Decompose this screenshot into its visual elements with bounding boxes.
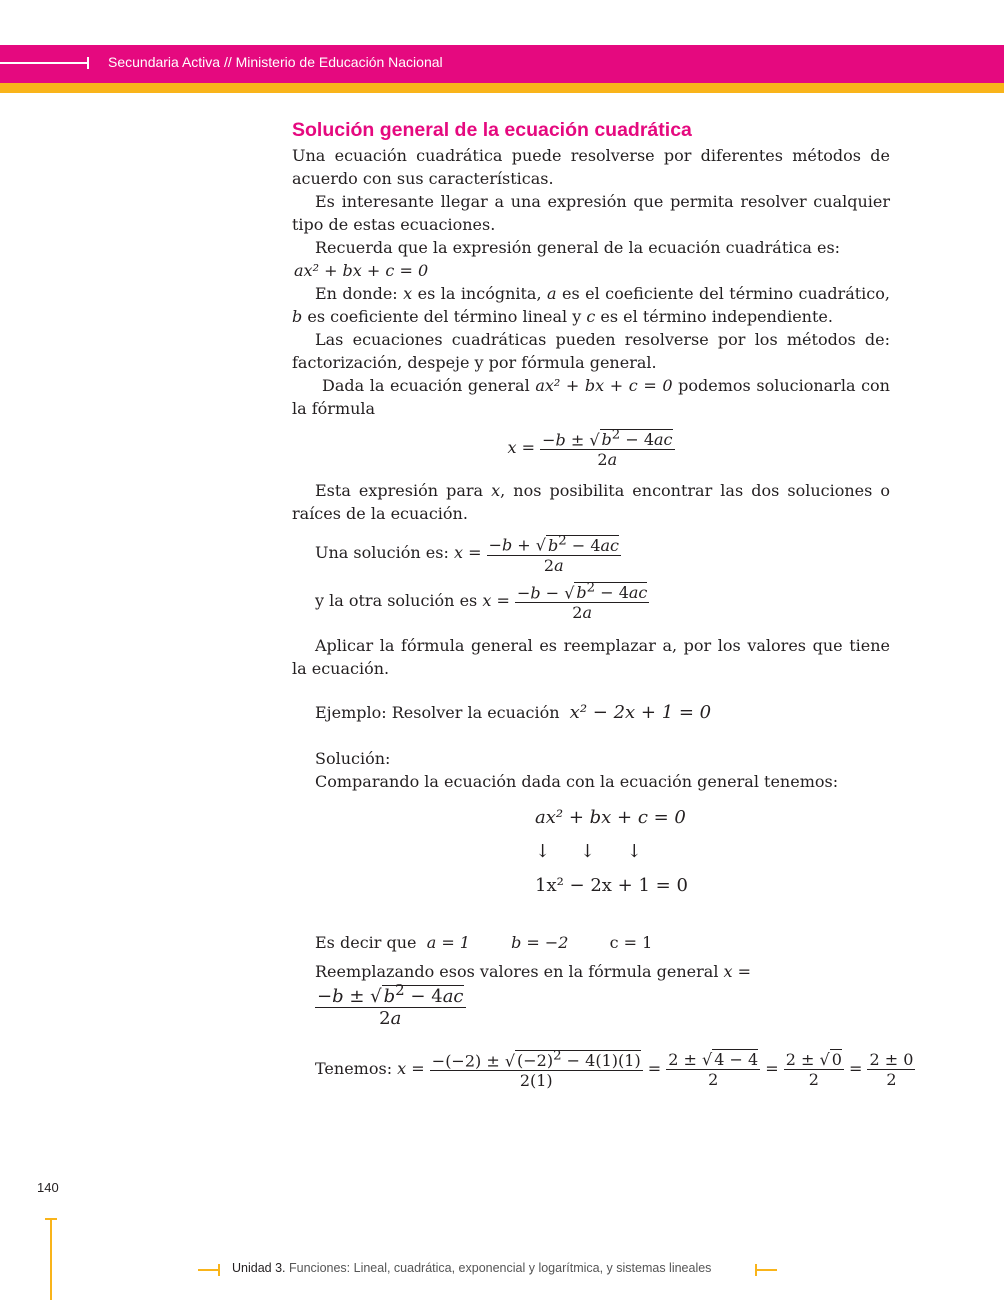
arrow-down-icon: ↓	[579, 840, 595, 862]
var-a: a	[547, 284, 557, 303]
solution-minus: y la otra solución es x = $\frac{-b - √ b^2 - 4ac}{2a}$	[315, 580, 648, 622]
footer-rule-left-tick	[218, 1264, 220, 1276]
paragraph-two-solutions: Esta expresión para x, nos posibilita encontrar las dos soluciones o raíces de la ecuación.	[292, 481, 891, 524]
header-rule	[0, 62, 88, 64]
arrow-down-icon: ↓	[535, 840, 551, 862]
quadratic-formula: x = $\frac{-b \pm √ b^2 - 4ac}{2a}$	[507, 428, 673, 470]
paragraph-apply-formula: Aplicar la fórmula general es reemplazar a, por los valores que tiene la ecuación.	[292, 635, 890, 678]
example-line: Ejemplo: Resolver la ecuación x² − 2x + 1 = 0	[315, 701, 712, 723]
footer-rule-right-tick	[755, 1264, 757, 1276]
solution-label: Solución:	[315, 748, 391, 768]
var-b: b	[292, 307, 303, 326]
var-x: x	[403, 284, 413, 303]
footer-vertical-rule	[50, 1218, 52, 1300]
comparison-block	[535, 801, 890, 903]
main-content	[292, 118, 914, 1091]
solution-plus: Una solución es: x = $\frac{-b + √ b^2 - 4ac}{2a}$	[315, 533, 619, 575]
footer-rule-left	[198, 1269, 218, 1271]
header-accent-bar	[0, 83, 1004, 93]
footer-unit-title: Funciones: Lineal, cuadrática, exponencial y logarítmica, y sistemas lineales	[289, 1261, 712, 1275]
paragraph-intro: Una ecuación cuadrática puede resolverse por diferentes métodos de acuerdo con sus características.	[292, 146, 890, 188]
coef-c: c = 1	[609, 932, 653, 952]
coefficients-line: Es decir que a = 1 b = −2 c = 1	[315, 932, 653, 952]
header-text: Secundaria Activa // Ministerio de Educación Nacional	[108, 54, 443, 70]
final-computation: Tenemos: x = $\frac{-(-2) \pm √ (-2)^2 - 4(1)(1)}{2(1)}$ = $\frac{2 \pm √ 4 - 4}{2}$ = $\frac{2 \pm √ 0}{2}$ = $\frac{2 \pm 0}{2}$	[315, 1048, 914, 1091]
paragraph-general-expression: Recuerda que la expresión general de la ecuación cuadrática es:	[315, 238, 841, 257]
coef-b: b = −2	[511, 932, 569, 952]
paragraph-given-equation: Dada la ecuación general ax² + bx + c = 0 podemos solucionarla con la fórmula	[292, 376, 890, 418]
section-title: Solución general de la ecuación cuadrática	[292, 119, 692, 141]
footer-vertical-tick	[45, 1218, 57, 1220]
footer-rule-right	[757, 1269, 777, 1271]
footer-unit	[232, 1261, 711, 1275]
paragraph-definitions: En donde: x es la incógnita, a es el coeficiente del término cuadrático, b es coeficiente del término lineal y c es el término independiente.	[292, 284, 890, 326]
paragraph-methods: Las ecuaciones cuadráticas pueden resolverse por los métodos de: factorización, despeje y por fórmula general.	[292, 330, 890, 372]
paragraph-interesting: Es interesante llegar a una expresión que permita resolver cualquier tipo de estas ecuaciones.	[292, 192, 890, 234]
comparison-arrows	[535, 835, 890, 869]
arrow-down-icon: ↓	[626, 840, 642, 862]
general-equation: ax² + bx + c = 0	[294, 261, 429, 280]
page-number: 140	[37, 1180, 59, 1195]
coef-a: a = 1	[426, 932, 470, 952]
comparison-general: ax² + bx + c = 0	[535, 806, 686, 828]
footer-unit-number: Unidad 3.	[232, 1261, 286, 1275]
general-equation-line	[294, 259, 890, 282]
example-equation: x² − 2x + 1 = 0	[569, 701, 712, 723]
header-rule-tick	[87, 57, 89, 69]
comparing-text: Comparando la ecuación dada con la ecuación general tenemos:	[315, 771, 839, 791]
var-c: c	[586, 307, 596, 326]
replacing-line: Reemplazando esos valores en la fórmula general x = $\frac{-b \pm √ b^2 - 4ac}{2a}$	[315, 961, 752, 1029]
comparison-specific: 1x² − 2x + 1 = 0	[535, 874, 688, 896]
